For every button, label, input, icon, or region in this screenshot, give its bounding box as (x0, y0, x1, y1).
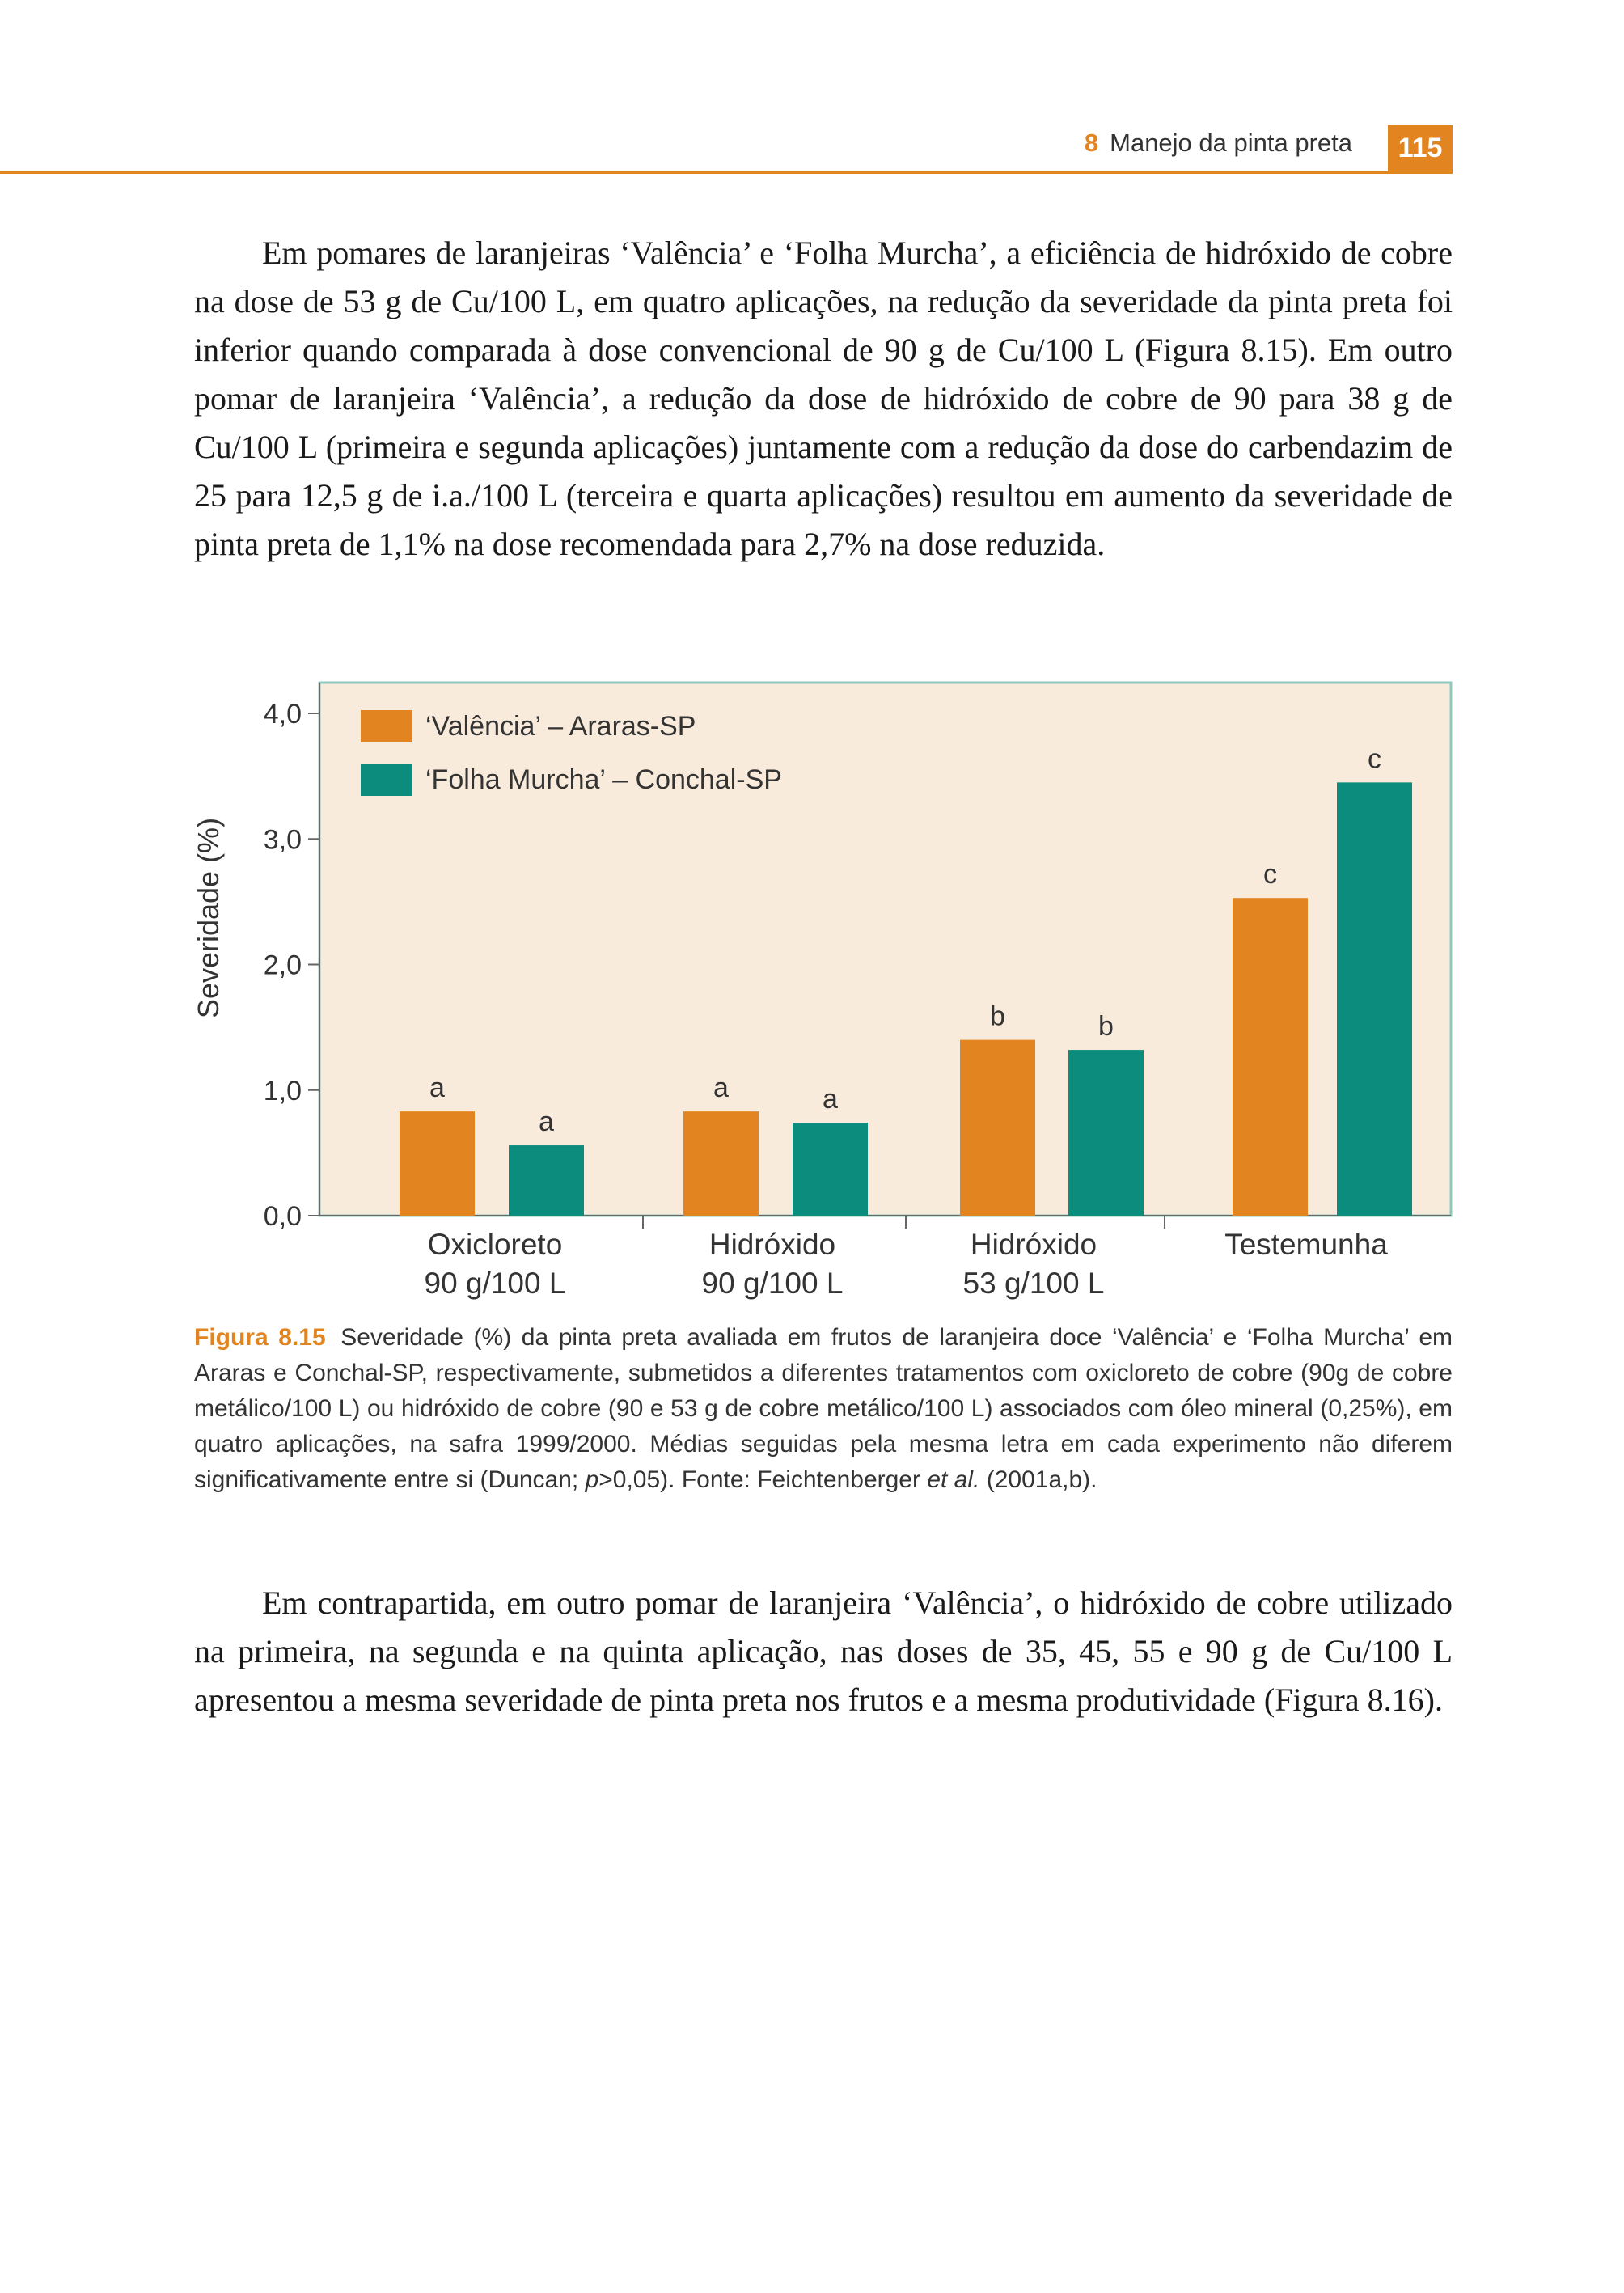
x-category-label: Testemunha (1224, 1228, 1388, 1261)
y-axis-label: Severidade (%) (192, 817, 225, 1019)
body-paragraph-1: Em pomares de laranjeiras ‘Valência’ e ‘Folha Murcha’, a eficiência de hidróxido de cobre na dose de 53 g de Cu/100 L, em quatro aplicações, na redução da severidade da pinta preta foi inferior quando comparada à dose convencional de 90 g de Cu/100 L (Figura 8.15). Em outro pomar de laranjeira ‘Valência’, a redução da dose de hidróxido de cobre de 90 para 38 g de Cu/100 L (primeira e segunda aplicações) juntamente com a redução da dose do carbendazim de 25 para 12,5 g de i.a./100 L (terceira e quarta aplicações) resultou em aumento da severidade de pinta preta de 1,1% na dose recomendada para 2,7% na dose reduzida. (194, 235, 1453, 562)
caption-text-b: >0,05). Fonte: Feichtenberger (598, 1466, 928, 1493)
legend-label: ‘Valência’ – Araras-SP (425, 711, 696, 742)
x-category-label: Oxicloreto (427, 1228, 563, 1261)
bar (960, 1040, 1035, 1216)
y-tick-label: 3,0 (263, 824, 302, 856)
chapter-title: Manejo da pinta preta (1110, 129, 1352, 157)
chapter-heading (1085, 129, 1352, 158)
figure-label: Figura 8.15 (194, 1324, 326, 1351)
bar (683, 1111, 759, 1216)
y-tick-label: 0,0 (263, 1201, 302, 1232)
legend-swatch (361, 764, 412, 796)
bar-significance-label: a (539, 1106, 554, 1138)
figure-caption (194, 1320, 1453, 1498)
x-category-label: 90 g/100 L (424, 1267, 566, 1300)
caption-et-al: et al. (927, 1466, 980, 1493)
y-tick-label: 4,0 (263, 699, 302, 730)
bar-significance-label: c (1368, 743, 1381, 775)
bar-significance-label: c (1263, 859, 1277, 891)
bar-significance-label: a (429, 1072, 445, 1104)
bar (1337, 782, 1412, 1216)
bar-significance-label: a (823, 1084, 838, 1115)
body-paragraph-2: Em contrapartida, em outro pomar de laranjeira ‘Valência’, o hidróxido de cobre utilizado na primeira, na segunda e na quinta aplicação, nas doses de 35, 45, 55 e 90 g de Cu/100 L apresentou a mesma severidade de pinta preta nos frutos e a mesma produtividade (Figura 8.16). (194, 1584, 1453, 1718)
caption-text-a: Severidade (%) da pinta preta avaliada em frutos de laranjeira doce ‘Valência’ e ‘Folha Murcha’ em Araras e Conchal-SP, respectivamente, submetidos a diferentes tratamentos com oxicloreto de cobre (90g de cobre metálico/100 L) ou hidróxido de cobre (90 e 53 g de cobre metálico/100 L) associados com óleo mineral (0,25%), em quatro aplicações, na safra 1999/2000. Médias seguidas pela mesma letra em cada experimento não diferem significativamente entre si (Duncan; (194, 1324, 1453, 1493)
running-header (0, 125, 1453, 174)
bar-significance-label: b (1098, 1011, 1114, 1043)
caption-p-symbol: p (585, 1466, 599, 1493)
legend-label: ‘Folha Murcha’ – Conchal-SP (425, 764, 782, 795)
bar-chart (162, 671, 1464, 1310)
y-tick-label: 2,0 (263, 950, 302, 981)
figure-8-15-chart (162, 671, 1464, 1310)
x-category-label: 53 g/100 L (962, 1267, 1105, 1300)
bar (400, 1111, 475, 1216)
caption-text-c: (2001a,b). (979, 1466, 1097, 1493)
bar (1068, 1050, 1144, 1216)
legend-swatch (361, 710, 412, 742)
chapter-number: 8 (1084, 129, 1099, 157)
bar (1233, 898, 1308, 1216)
x-category-label: 90 g/100 L (701, 1267, 844, 1300)
page-number: 115 (1388, 125, 1453, 171)
x-category-label: Hidróxido (970, 1228, 1097, 1261)
x-category-label: Hidróxido (708, 1228, 836, 1261)
bar (509, 1145, 584, 1216)
bar (793, 1123, 868, 1216)
bar-significance-label: b (990, 1001, 1005, 1032)
bar-significance-label: a (713, 1072, 729, 1104)
y-tick-label: 1,0 (263, 1075, 302, 1106)
